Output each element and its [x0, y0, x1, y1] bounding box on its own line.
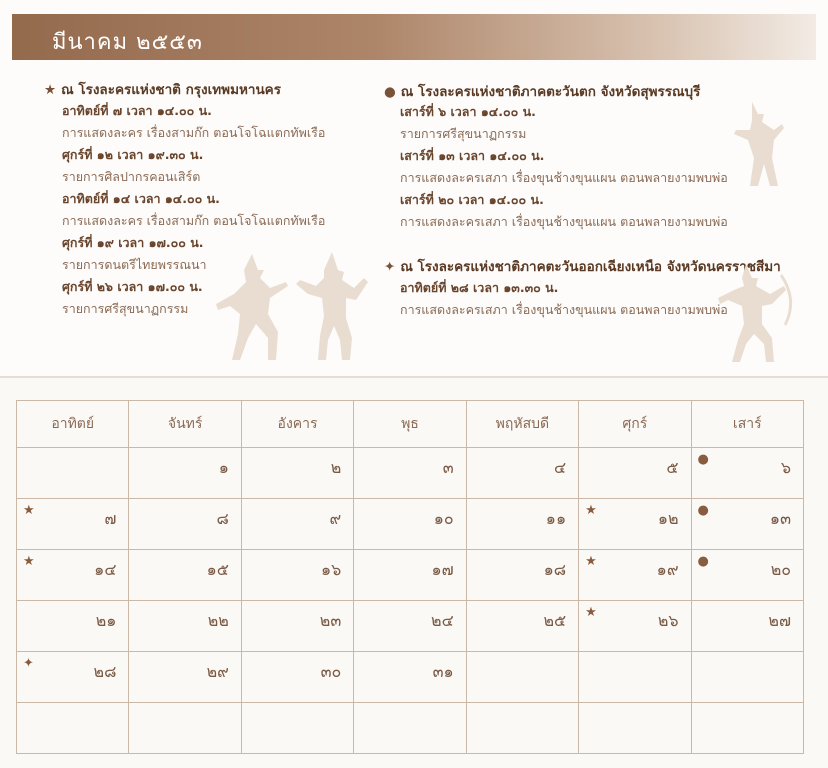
dot-icon: ● — [697, 452, 709, 467]
calendar-day-cell — [241, 703, 353, 754]
show-time: เสาร์ที่ ๒๐ เวลา ๑๔.๐๐ น. — [400, 192, 544, 207]
calendar-day-cell — [354, 601, 466, 652]
show-time: เสาร์ที่ ๑๓ เวลา ๑๔.๐๐ น. — [400, 148, 545, 163]
calendar-day-cell — [354, 652, 466, 703]
show-program: การแสดงละครเสภา เรื่องขุนช้างขุนแผน ตอนพลายงามพบพ่อ — [400, 170, 728, 185]
calendar-day-cell — [354, 499, 466, 550]
calendar-week-row — [17, 499, 804, 550]
calendar-week-row — [17, 601, 804, 652]
venue-bangkok-heading — [44, 78, 281, 100]
show-program: รายการศรีสุขนาฏกรรม — [400, 126, 527, 141]
day-number: ๒๑ — [95, 611, 117, 630]
calendar-day-cell — [579, 448, 691, 499]
show-program: การแสดงละครเสภา เรื่องขุนช้างขุนแผน ตอนพลายงามพบพ่อ — [400, 302, 728, 317]
dancer-silhouette-illustration — [730, 100, 786, 190]
calendar-day-cell — [691, 601, 803, 652]
day-number: ๑๔ — [94, 560, 117, 579]
calendar-day-cell — [241, 499, 353, 550]
day-number: ๒๗ — [768, 611, 791, 630]
weekday-header: ศุกร์ — [579, 401, 691, 448]
calendar-day-cell — [129, 601, 241, 652]
calendar-week-row — [17, 448, 804, 499]
dot-icon: ● — [384, 84, 396, 100]
day-number: ๑๒ — [657, 509, 679, 528]
calendar-day-cell — [17, 601, 129, 652]
calendar-day-cell — [466, 652, 578, 703]
fold-line-divider — [0, 376, 828, 378]
day-number: ๖ — [780, 458, 791, 477]
calendar-week-row — [17, 703, 804, 754]
day-number: ๓๐ — [320, 662, 342, 681]
weekday-header: พุธ — [354, 401, 466, 448]
header-band — [12, 14, 816, 60]
calendar-day-cell — [241, 601, 353, 652]
show-time: อาทิตย์ที่ ๑๔ เวลา ๑๔.๐๐ น. — [62, 191, 220, 206]
show-program: รายการศรีสุขนาฏกรรม — [62, 301, 189, 316]
show-program: การแสดงละคร เรื่องสามก๊ก ตอนโจโฉแตกทัพเรือ — [62, 125, 326, 140]
day-number: ๒ — [330, 458, 342, 477]
calendar-day-cell — [579, 550, 691, 601]
calendar-day-cell — [17, 652, 129, 703]
day-number: ๑๖ — [320, 560, 342, 579]
calendar-day-cell — [691, 550, 803, 601]
calendar-day-cell — [691, 499, 803, 550]
venue-name: ณ โรงละครแห่งชาติภาคตะวันออกเฉียงเหนือ จังหวัดนครราชสีมา — [400, 259, 781, 275]
weekday-header: จันทร์ — [129, 401, 241, 448]
calendar-week-row — [17, 550, 804, 601]
star-icon: ★ — [585, 554, 597, 569]
archer-silhouette-illustration — [712, 260, 802, 366]
calendar-week-row — [17, 652, 804, 703]
calendar-day-cell — [466, 448, 578, 499]
calendar-day-cell — [17, 703, 129, 754]
day-number: ๑๕ — [206, 560, 229, 579]
day-number: ๒๒ — [207, 611, 229, 630]
calendar-day-cell — [354, 448, 466, 499]
day-number: ๑๘ — [543, 560, 567, 579]
show-program: รายการศิลปากรคอนเสิร์ต — [62, 169, 201, 184]
day-number: ๕ — [666, 458, 679, 477]
calendar-day-cell — [466, 550, 578, 601]
calendar-day-cell — [579, 703, 691, 754]
calendar-day-cell — [129, 499, 241, 550]
venue-name: ณ โรงละครแห่งชาติภาคตะวันตก จังหวัดสุพรรณบุรี — [400, 84, 701, 100]
calendar-day-cell — [466, 499, 578, 550]
calendar-day-cell — [691, 703, 803, 754]
star-icon: ★ — [23, 554, 35, 569]
four-point-star-icon: ✦ — [23, 656, 34, 671]
schedule-page — [0, 0, 828, 376]
show-time: อาทิตย์ที่ ๒๘ เวลา ๑๓.๓๐ น. — [400, 280, 559, 295]
weekday-header: อาทิตย์ — [17, 401, 129, 448]
day-number: ๒๓ — [319, 611, 342, 630]
calendar-day-cell — [579, 652, 691, 703]
day-number: ๑๐ — [433, 509, 454, 528]
calendar-day-cell — [241, 652, 353, 703]
day-number: ๒๔ — [431, 611, 454, 630]
day-number: ๑๙ — [656, 560, 679, 579]
venue-suphanburi-heading — [384, 80, 700, 102]
weekday-header-row — [17, 401, 804, 448]
day-number: ๓ — [442, 458, 454, 477]
calendar-day-cell — [354, 550, 466, 601]
star-icon: ★ — [23, 503, 35, 518]
calendar-day-cell — [129, 448, 241, 499]
star-icon: ★ — [44, 82, 57, 98]
calendar-day-cell — [17, 499, 129, 550]
day-number: ๒๕ — [543, 611, 567, 630]
show-program: การแสดงละครเสภา เรื่องขุนช้างขุนแผน ตอนพลายงามพบพ่อ — [400, 214, 728, 229]
calendar-day-cell — [129, 652, 241, 703]
calendar-day-cell — [466, 703, 578, 754]
calendar-day-cell — [579, 499, 691, 550]
show-program: การแสดงละคร เรื่องสามก๊ก ตอนโจโฉแตกทัพเรือ — [62, 213, 326, 228]
four-point-star-icon: ✦ — [384, 259, 396, 275]
star-icon: ★ — [585, 503, 597, 518]
weekday-header: อังคาร — [241, 401, 353, 448]
day-number: ๒๐ — [770, 560, 791, 579]
dot-icon: ● — [697, 554, 709, 569]
day-number: ๒๘ — [93, 662, 117, 681]
show-time: เสาร์ที่ ๖ เวลา ๑๔.๐๐ น. — [400, 104, 536, 119]
show-time: ศุกร์ที่ ๑๒ เวลา ๑๙.๓๐ น. — [62, 147, 204, 162]
day-number: ๘ — [216, 509, 229, 528]
calendar-day-cell — [691, 448, 803, 499]
calendar-day-cell — [354, 703, 466, 754]
day-number: ๒๙ — [206, 662, 229, 681]
show-time: ศุกร์ที่ ๑๙ เวลา ๑๗.๐๐ น. — [62, 235, 204, 250]
calendar-day-cell — [466, 601, 578, 652]
calendar-day-cell — [129, 703, 241, 754]
day-number: ๗ — [104, 509, 117, 528]
show-time: ศุกร์ที่ ๒๖ เวลา ๑๗.๐๐ น. — [62, 279, 203, 294]
calendar-day-cell — [17, 550, 129, 601]
calendar-day-cell — [579, 601, 691, 652]
day-number: ๑๗ — [431, 560, 454, 579]
show-time: อาทิตย์ที่ ๗ เวลา ๑๔.๐๐ น. — [62, 103, 212, 118]
dancer-silhouettes-illustration — [212, 248, 372, 364]
venue-name: ณ โรงละครแห่งชาติ กรุงเทพมหานคร — [61, 82, 281, 98]
month-title: มีนาคม ๒๕๕๓ — [52, 30, 203, 55]
dot-icon: ● — [697, 503, 709, 518]
weekday-header: พฤหัสบดี — [466, 401, 578, 448]
day-number: ๓๑ — [432, 662, 454, 681]
day-number: ๙ — [329, 509, 342, 528]
month-calendar — [16, 400, 804, 754]
day-number: ๑๓ — [769, 509, 791, 528]
calendar-day-cell — [241, 550, 353, 601]
day-number: ๑๑ — [545, 509, 567, 528]
day-number: ๒๖ — [657, 611, 679, 630]
weekday-header: เสาร์ — [691, 401, 803, 448]
star-icon: ★ — [585, 605, 597, 620]
show-program: รายการดนตรีไทยพรรณนา — [62, 257, 207, 272]
calendar-day-cell — [17, 448, 129, 499]
day-number: ๑ — [218, 458, 229, 477]
calendar-day-cell — [129, 550, 241, 601]
calendar-day-cell — [691, 652, 803, 703]
calendar-day-cell — [241, 448, 353, 499]
day-number: ๔ — [554, 458, 567, 477]
